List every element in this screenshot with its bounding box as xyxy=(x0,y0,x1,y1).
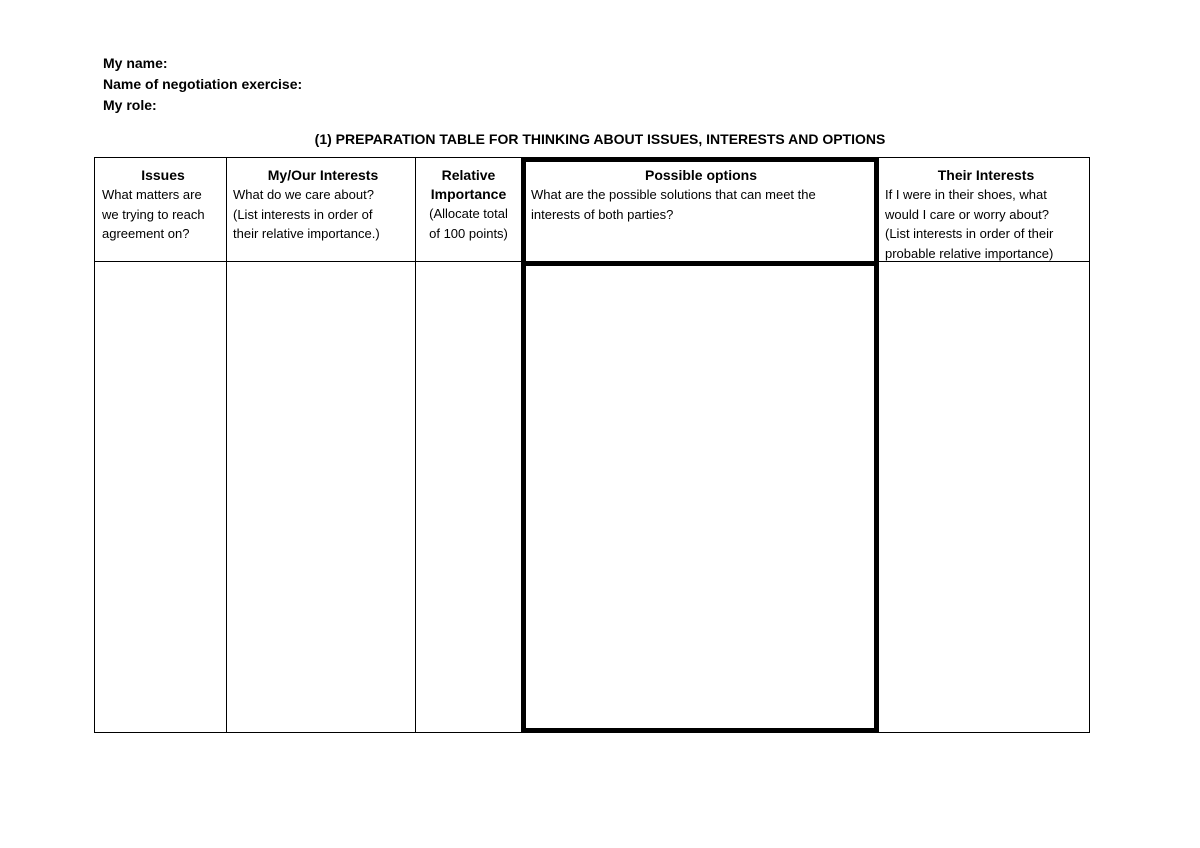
relative-importance-line-2: of 100 points) xyxy=(429,225,508,241)
my-interests-line-3: their relative importance.) xyxy=(233,226,380,241)
document-title: (1) PREPARATION TABLE FOR THINKING ABOUT ISSUES, INTERESTS AND OPTIONS xyxy=(314,131,886,147)
preparation-table xyxy=(94,157,1090,733)
my-interests-line-2: (List interests in order of xyxy=(233,206,373,222)
my-interests-line-1: What do we care about? xyxy=(233,187,374,202)
issues-line-1: What matters are xyxy=(102,187,202,202)
issues-header-cell xyxy=(102,166,224,244)
relative-importance-header-cell xyxy=(416,166,521,243)
possible-options-entry-cell[interactable] xyxy=(526,266,874,728)
their-interests-heading: Their Interests xyxy=(937,167,1035,183)
their-interests-line-2: would I care or worry about? xyxy=(885,206,1050,222)
their-interests-line-3: (List interests in order of their xyxy=(885,226,1054,241)
relative-importance-heading-2: Importance xyxy=(430,186,507,202)
my-interests-header-cell xyxy=(233,166,413,244)
negotiation-exercise-label: Name of negotiation exercise: xyxy=(103,76,303,92)
table-right-border xyxy=(1089,157,1090,733)
their-interests-line-1: If I were in their shoes, what xyxy=(885,187,1047,202)
their-interests-entry-cell[interactable] xyxy=(879,262,1089,732)
my-interests-entry-cell[interactable] xyxy=(227,262,415,732)
possible-options-line-1: What are the possible solutions that can meet the xyxy=(531,187,816,202)
issues-line-3: agreement on? xyxy=(102,226,190,241)
possible-options-line-2: interests of both parties? xyxy=(531,206,674,222)
my-name-label: My name: xyxy=(103,55,168,71)
possible-options-heading: Possible options xyxy=(644,167,757,183)
my-interests-heading: My/Our Interests xyxy=(267,167,379,183)
issues-line-2: we trying to reach xyxy=(102,206,205,222)
relative-importance-heading-1: Relative xyxy=(441,167,496,183)
issues-heading: Issues xyxy=(141,167,185,183)
relative-importance-entry-cell[interactable] xyxy=(416,262,521,732)
header-fields xyxy=(103,53,302,116)
options-bottom-thick-border xyxy=(521,728,879,733)
relative-importance-line-1: (Allocate total xyxy=(429,206,508,221)
options-top-thick-border xyxy=(521,157,879,162)
possible-options-header-cell xyxy=(531,166,871,224)
issues-entry-cell[interactable] xyxy=(95,262,226,732)
their-interests-header-cell xyxy=(885,166,1087,263)
their-interests-line-4: probable relative importance) xyxy=(885,245,1054,261)
my-role-label: My role: xyxy=(103,97,157,113)
